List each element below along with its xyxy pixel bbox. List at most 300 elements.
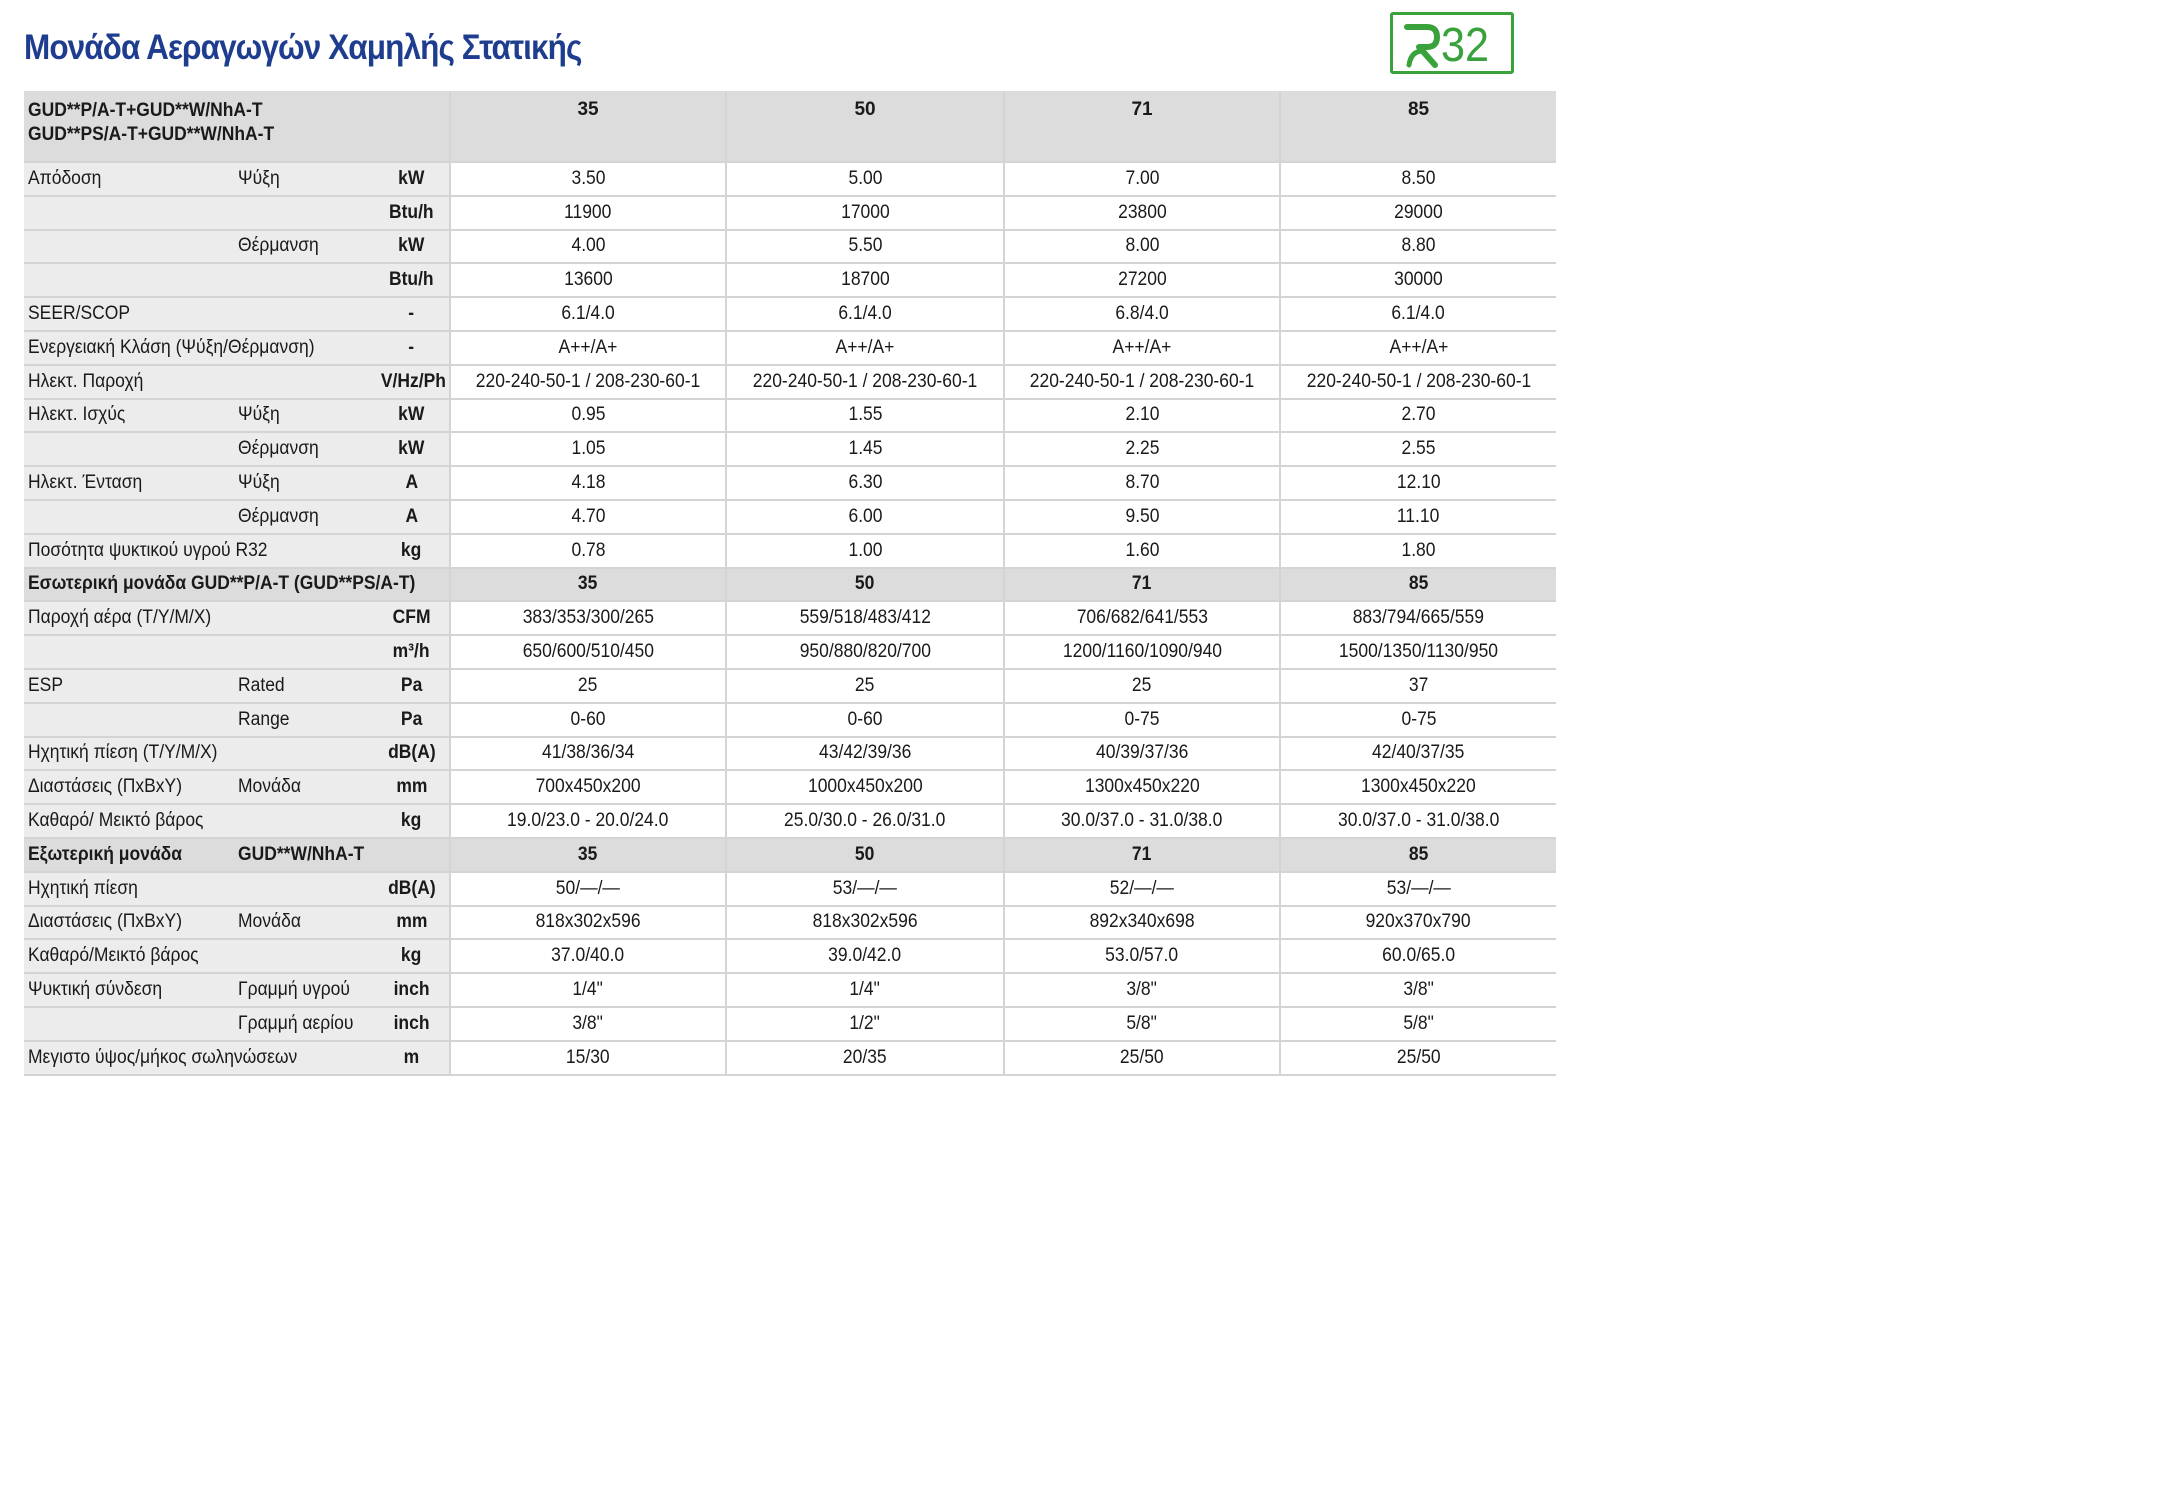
row-sublabel: [234, 466, 374, 500]
row-unit-text: dB(A): [387, 877, 436, 899]
row-sublabel-text: Μονάδα: [238, 911, 301, 933]
model-size-header: 35: [450, 91, 726, 162]
value-cell-text: 2.70: [1401, 404, 1436, 426]
table-row: [24, 1007, 1556, 1041]
table-row: [24, 534, 1556, 568]
value-cell: [726, 804, 1004, 838]
value-cell: [726, 500, 1004, 534]
row-unit: [374, 804, 450, 838]
value-cell: [726, 466, 1004, 500]
value-cell-text: 41/38/36/34: [541, 742, 635, 764]
value-cell-text: 1/2": [849, 1012, 881, 1034]
value-cell: [726, 331, 1004, 365]
row-unit: [374, 399, 450, 433]
row-label: [24, 196, 234, 230]
row-unit: [374, 838, 450, 872]
value-cell-text: 383/353/300/265: [522, 607, 654, 629]
table-row: [24, 196, 1556, 230]
value-cell-text: 29000: [1394, 201, 1443, 223]
value-cell-text: 1.05: [571, 438, 606, 460]
value-cell-text: 25: [855, 674, 875, 696]
row-sublabel: [234, 973, 374, 1007]
value-cell: [726, 1007, 1004, 1041]
value-cell: [726, 737, 1004, 771]
value-cell: [450, 1007, 726, 1041]
model-size-header: 85: [1280, 91, 1556, 162]
value-cell-text: 220-240-50-1 / 208-230-60-1: [475, 370, 701, 392]
table-row: [24, 500, 1556, 534]
value-cell: [1004, 365, 1280, 399]
value-cell: [1280, 838, 1556, 872]
row-unit: [374, 635, 450, 669]
value-cell: [1280, 500, 1556, 534]
value-cell: [1004, 466, 1280, 500]
value-cell: [1280, 297, 1556, 331]
row-sublabel: [234, 906, 374, 940]
page-title: Μονάδα Αεραγωγών Χαμηλής Στατικής: [24, 28, 582, 67]
value-cell: [726, 399, 1004, 433]
value-cell: [1280, 973, 1556, 1007]
row-sublabel-text: Ψύξη: [238, 472, 280, 494]
value-cell-text: 8.80: [1401, 235, 1436, 257]
row-label-text: Εξωτερική μονάδα: [28, 843, 182, 865]
value-cell: [1004, 601, 1280, 635]
row-label: [24, 939, 234, 973]
value-cell: [1280, 466, 1556, 500]
value-cell-text: 1.60: [1125, 539, 1160, 561]
value-cell: [726, 432, 1004, 466]
value-cell: [1004, 770, 1280, 804]
row-unit-text: kW: [398, 167, 425, 189]
row-label: [24, 973, 234, 1007]
value-cell-text: 6.1/4.0: [1391, 303, 1446, 325]
row-unit-text: kg: [401, 945, 422, 967]
row-sublabel-text: Θέρμανση: [238, 235, 319, 257]
value-cell: [450, 872, 726, 906]
value-cell: [1004, 703, 1280, 737]
value-cell-text: 8.00: [1125, 235, 1160, 257]
row-unit: [374, 500, 450, 534]
value-cell-text: 37: [1408, 674, 1429, 696]
value-cell-text: 883/794/665/559: [1352, 607, 1485, 629]
value-cell-text: 1.00: [848, 539, 883, 561]
row-unit: [374, 534, 450, 568]
value-cell: [726, 770, 1004, 804]
row-label: [24, 1007, 234, 1041]
value-cell: [726, 1041, 1004, 1075]
table-row: [24, 1041, 1556, 1075]
row-label-text: Ηχητική πίεση (Τ/Υ/Μ/Χ): [28, 742, 218, 764]
value-cell-text: 42/40/37/35: [1372, 742, 1465, 764]
value-cell: [726, 196, 1004, 230]
row-unit-text: A: [405, 505, 418, 527]
value-cell: [1004, 1007, 1280, 1041]
row-label-text: Εσωτερική μονάδα GUD**P/A-T (GUD**PS/A-T): [28, 573, 416, 595]
value-cell: [1280, 534, 1556, 568]
value-cell: [450, 466, 726, 500]
value-cell: [450, 1041, 726, 1075]
value-cell: [450, 838, 726, 872]
value-cell-text: 50: [855, 573, 875, 595]
value-cell-text: 706/682/641/553: [1076, 607, 1208, 629]
value-cell-text: 1200/1160/1090/940: [1062, 641, 1222, 663]
row-label: [24, 534, 268, 568]
spec-table: [24, 91, 1556, 1076]
value-cell: [1280, 601, 1556, 635]
value-cell-text: 39.0/42.0: [828, 945, 902, 967]
row-unit-text: inch: [393, 979, 430, 1001]
value-cell: [1004, 872, 1280, 906]
value-cell: [450, 703, 726, 737]
value-cell-text: 43/42/39/36: [818, 742, 912, 764]
value-cell: [450, 365, 726, 399]
row-label: [24, 500, 234, 534]
value-cell: [1280, 737, 1556, 771]
row-unit: [374, 601, 450, 635]
value-cell-text: 53/—/—: [832, 877, 898, 899]
table-row: [24, 906, 1556, 940]
table-row: [24, 973, 1556, 1007]
row-label: [24, 162, 234, 196]
value-cell: [450, 500, 726, 534]
row-unit: [374, 297, 450, 331]
row-sublabel: [234, 196, 374, 230]
value-cell: [450, 737, 726, 771]
value-cell: [1280, 872, 1556, 906]
value-cell-text: 220-240-50-1 / 208-230-60-1: [1306, 370, 1531, 392]
row-unit: [374, 906, 450, 940]
value-cell-text: 11.10: [1397, 505, 1440, 527]
value-cell-text: 30000: [1394, 269, 1443, 291]
value-cell: [726, 939, 1004, 973]
row-unit-text: kW: [398, 404, 425, 426]
value-cell-text: 1.80: [1401, 539, 1436, 561]
row-sublabel: [234, 939, 374, 973]
row-sublabel-text: Θέρμανση: [238, 505, 319, 527]
row-unit-text: kW: [398, 438, 425, 460]
row-label: [24, 297, 234, 331]
value-cell-text: 13600: [563, 269, 613, 291]
table-row: [24, 263, 1556, 297]
row-unit-text: mm: [395, 776, 428, 798]
value-cell-text: 1000x450x200: [807, 776, 923, 798]
value-cell-text: 8.70: [1125, 472, 1160, 494]
table-header-row: [24, 91, 1556, 162]
model-size-header: 50: [726, 91, 1004, 162]
value-cell: [1280, 568, 1556, 602]
value-cell: [1280, 263, 1556, 297]
value-cell-text: 3/8": [1403, 979, 1434, 1001]
value-cell-text: A++/A+: [1389, 336, 1448, 358]
row-unit-text: Btu/h: [389, 201, 434, 223]
row-sublabel: [234, 703, 374, 737]
row-unit: [374, 703, 450, 737]
value-cell-text: 6.1/4.0: [561, 303, 615, 325]
row-unit: [374, 1007, 450, 1041]
row-label-text: Ποσότητα ψυκτικού υγρού R32: [28, 539, 268, 561]
row-sublabel: [234, 601, 374, 635]
value-cell-text: 0.95: [571, 404, 606, 426]
value-cell: [1004, 568, 1280, 602]
table-row: [24, 939, 1556, 973]
value-cell: [1004, 399, 1280, 433]
value-cell-text: 60.0/65.0: [1382, 945, 1455, 967]
row-unit: [374, 230, 450, 264]
value-cell-text: 559/518/483/412: [799, 607, 931, 629]
value-cell: [450, 906, 726, 940]
row-label: [24, 399, 234, 433]
row-sublabel-text: Γραμμή υγρού: [238, 979, 350, 1001]
row-label: [24, 1041, 298, 1075]
value-cell: [1004, 500, 1280, 534]
value-cell-text: 950/880/820/700: [799, 641, 931, 663]
row-sublabel: [234, 635, 374, 669]
value-cell-text: 3/8": [572, 1012, 604, 1034]
value-cell-text: 3/8": [1126, 979, 1158, 1001]
value-cell: [1280, 230, 1556, 264]
value-cell-text: 25/50: [1120, 1046, 1164, 1068]
value-cell-text: 4.00: [571, 235, 606, 257]
row-sublabel: [234, 162, 374, 196]
row-sublabel: [234, 263, 374, 297]
value-cell: [1280, 770, 1556, 804]
value-cell: [450, 770, 726, 804]
value-cell-text: 6.30: [848, 472, 883, 494]
row-unit: [374, 737, 450, 771]
row-sublabel: [234, 838, 374, 872]
value-cell: [1280, 162, 1556, 196]
section-header-row: [24, 568, 1556, 602]
row-label: [24, 230, 234, 264]
row-unit-text: V/Hz/Ph: [380, 370, 446, 392]
value-cell: [1280, 432, 1556, 466]
row-label: [24, 466, 234, 500]
value-cell-text: 23800: [1117, 201, 1167, 223]
row-label-text: Μεγιστο ύψος/μήκος σωληνώσεων: [28, 1046, 298, 1068]
value-cell: [1004, 331, 1280, 365]
row-label: [24, 669, 234, 703]
value-cell-text: 818x302x596: [535, 911, 641, 933]
row-unit: [374, 331, 450, 365]
value-cell-text: 650/600/510/450: [522, 641, 654, 663]
value-cell: [1004, 973, 1280, 1007]
row-label: [24, 601, 234, 635]
value-cell-text: 1300x450x220: [1361, 776, 1476, 798]
value-cell-text: 25: [578, 674, 598, 696]
value-cell-text: 220-240-50-1 / 208-230-60-1: [752, 370, 978, 392]
value-cell: [726, 162, 1004, 196]
value-cell: [726, 838, 1004, 872]
value-cell-text: 71: [1132, 843, 1152, 865]
row-label: [24, 872, 234, 906]
row-sublabel: [234, 432, 374, 466]
value-cell-text: 818x302x596: [812, 911, 918, 933]
value-cell: [1004, 1041, 1280, 1075]
value-cell: [450, 568, 726, 602]
r32-badge: [1390, 12, 1514, 74]
model-size-header: 71: [1004, 91, 1280, 162]
row-sublabel-text: Range: [238, 708, 290, 730]
row-unit: [374, 1041, 450, 1075]
value-cell: [450, 973, 726, 1007]
row-label-text: Απόδοση: [28, 167, 102, 189]
value-cell: [450, 196, 726, 230]
table-row: [24, 331, 1556, 365]
row-label: [24, 804, 234, 838]
value-cell-text: 6.8/4.0: [1115, 303, 1169, 325]
row-unit: [374, 263, 450, 297]
value-cell-text: 9.50: [1125, 505, 1160, 527]
value-cell-text: 3.50: [571, 167, 606, 189]
value-cell-text: 6.00: [848, 505, 883, 527]
value-cell-text: 35: [578, 843, 598, 865]
value-cell: [1280, 399, 1556, 433]
row-label: [24, 568, 416, 602]
value-cell: [1280, 331, 1556, 365]
table-row: [24, 297, 1556, 331]
model-header: [24, 91, 450, 162]
table-row: [24, 804, 1556, 838]
value-cell: [1280, 365, 1556, 399]
row-label: [24, 770, 234, 804]
row-sublabel: [234, 737, 374, 771]
row-label-text: Καθαρό/Μεικτό βάρος: [28, 945, 199, 967]
value-cell: [450, 939, 726, 973]
model-header-line1: GUD**P/A-T+GUD**W/NhA-T: [28, 100, 263, 121]
value-cell: [1004, 804, 1280, 838]
row-sublabel-text: Γραμμή αερίου: [238, 1012, 354, 1034]
row-sublabel: [234, 500, 374, 534]
value-cell-text: A++/A+: [1112, 336, 1172, 358]
row-label: [24, 635, 234, 669]
value-cell-text: 1/4": [849, 979, 881, 1001]
value-cell-text: 220-240-50-1 / 208-230-60-1: [1029, 370, 1255, 392]
value-cell: [1280, 196, 1556, 230]
value-cell-text: 27200: [1117, 269, 1167, 291]
value-cell-text: 18700: [840, 269, 890, 291]
section-header-row: [24, 838, 1556, 872]
row-unit-text: Btu/h: [389, 269, 434, 291]
r32-badge-text: 32: [1441, 19, 1490, 72]
value-cell: [450, 601, 726, 635]
row-sublabel: [234, 1007, 374, 1041]
row-sublabel: [234, 804, 374, 838]
row-unit: [374, 365, 450, 399]
value-cell-text: A++/A+: [835, 336, 895, 358]
value-cell: [450, 399, 726, 433]
row-label: [24, 703, 234, 737]
row-unit-text: inch: [393, 1012, 430, 1034]
value-cell: [726, 568, 1004, 602]
table-row: [24, 432, 1556, 466]
value-cell-text: 4.70: [571, 505, 606, 527]
row-sublabel-text: GUD**W/NhA-T: [238, 843, 365, 865]
row-unit-text: -: [408, 336, 415, 358]
value-cell: [1004, 669, 1280, 703]
row-label: [24, 838, 234, 872]
value-cell-text: 7.00: [1125, 167, 1160, 189]
value-cell: [726, 973, 1004, 1007]
value-cell-text: 25/50: [1396, 1046, 1441, 1068]
row-unit-text: dB(A): [387, 742, 436, 764]
value-cell-text: 25: [1132, 674, 1152, 696]
row-sublabel: [234, 297, 374, 331]
value-cell: [1280, 1041, 1556, 1075]
value-cell-text: 2.55: [1401, 438, 1436, 460]
table-row: [24, 365, 1556, 399]
value-cell-text: 2.25: [1125, 438, 1160, 460]
value-cell-text: 35: [578, 573, 598, 595]
value-cell-text: 5/8": [1403, 1012, 1434, 1034]
value-cell: [1280, 906, 1556, 940]
value-cell-text: 25.0/30.0 - 26.0/31.0: [784, 810, 946, 832]
row-unit: [374, 770, 450, 804]
value-cell-text: 50: [855, 843, 875, 865]
value-cell: [1004, 230, 1280, 264]
value-cell: [1280, 635, 1556, 669]
value-cell-text: 892x340x698: [1089, 911, 1195, 933]
value-cell: [1004, 196, 1280, 230]
value-cell-text: 4.18: [571, 472, 606, 494]
value-cell-text: 5/8": [1126, 1012, 1158, 1034]
value-cell-text: 40/39/37/36: [1095, 742, 1189, 764]
row-sublabel-text: Μονάδα: [238, 776, 301, 798]
row-label-text: Διαστάσεις (ΠxΒxΥ): [28, 911, 183, 933]
value-cell: [726, 297, 1004, 331]
value-cell: [726, 601, 1004, 635]
value-cell: [726, 703, 1004, 737]
value-cell: [1004, 263, 1280, 297]
value-cell-text: 11900: [564, 201, 612, 223]
value-cell: [726, 872, 1004, 906]
value-cell: [726, 669, 1004, 703]
table-row: [24, 601, 1556, 635]
row-label-text: SEER/SCOP: [28, 303, 131, 325]
row-unit-text: kg: [401, 539, 422, 561]
value-cell: [726, 365, 1004, 399]
table-row: [24, 770, 1556, 804]
value-cell: [450, 297, 726, 331]
row-unit-text: A: [405, 472, 418, 494]
value-cell-text: 1300x450x220: [1084, 776, 1200, 798]
value-cell-text: 920x370x790: [1366, 911, 1472, 933]
value-cell: [1280, 703, 1556, 737]
value-cell-text: 17000: [840, 201, 890, 223]
value-cell-text: 15/30: [566, 1046, 610, 1068]
row-label-text: Ηλεκτ. Ένταση: [28, 472, 143, 494]
table-row: [24, 737, 1556, 771]
value-cell-text: 5.00: [848, 167, 883, 189]
value-cell-text: 37.0/40.0: [551, 945, 625, 967]
row-label-text: Ψυκτική σύνδεση: [28, 979, 163, 1001]
value-cell-text: 1500/1350/1130/950: [1338, 641, 1499, 663]
value-cell: [726, 263, 1004, 297]
value-cell: [726, 534, 1004, 568]
value-cell-text: 8.50: [1401, 167, 1436, 189]
value-cell-text: 30.0/37.0 - 31.0/38.0: [1337, 810, 1500, 832]
row-sublabel: [234, 399, 374, 433]
table-row: [24, 466, 1556, 500]
row-label-text: Ενεργειακή Κλάση (Ψύξη/Θέρμανση): [28, 336, 315, 358]
row-sublabel-text: Rated: [238, 674, 285, 696]
row-unit-text: -: [408, 303, 415, 325]
value-cell-text: 1.55: [848, 404, 883, 426]
row-label-text: Παροχή αέρα (Τ/Υ/Μ/Χ): [28, 607, 212, 629]
value-cell: [726, 230, 1004, 264]
value-cell-text: 0.78: [571, 539, 606, 561]
value-cell: [450, 331, 726, 365]
row-label: [24, 432, 234, 466]
